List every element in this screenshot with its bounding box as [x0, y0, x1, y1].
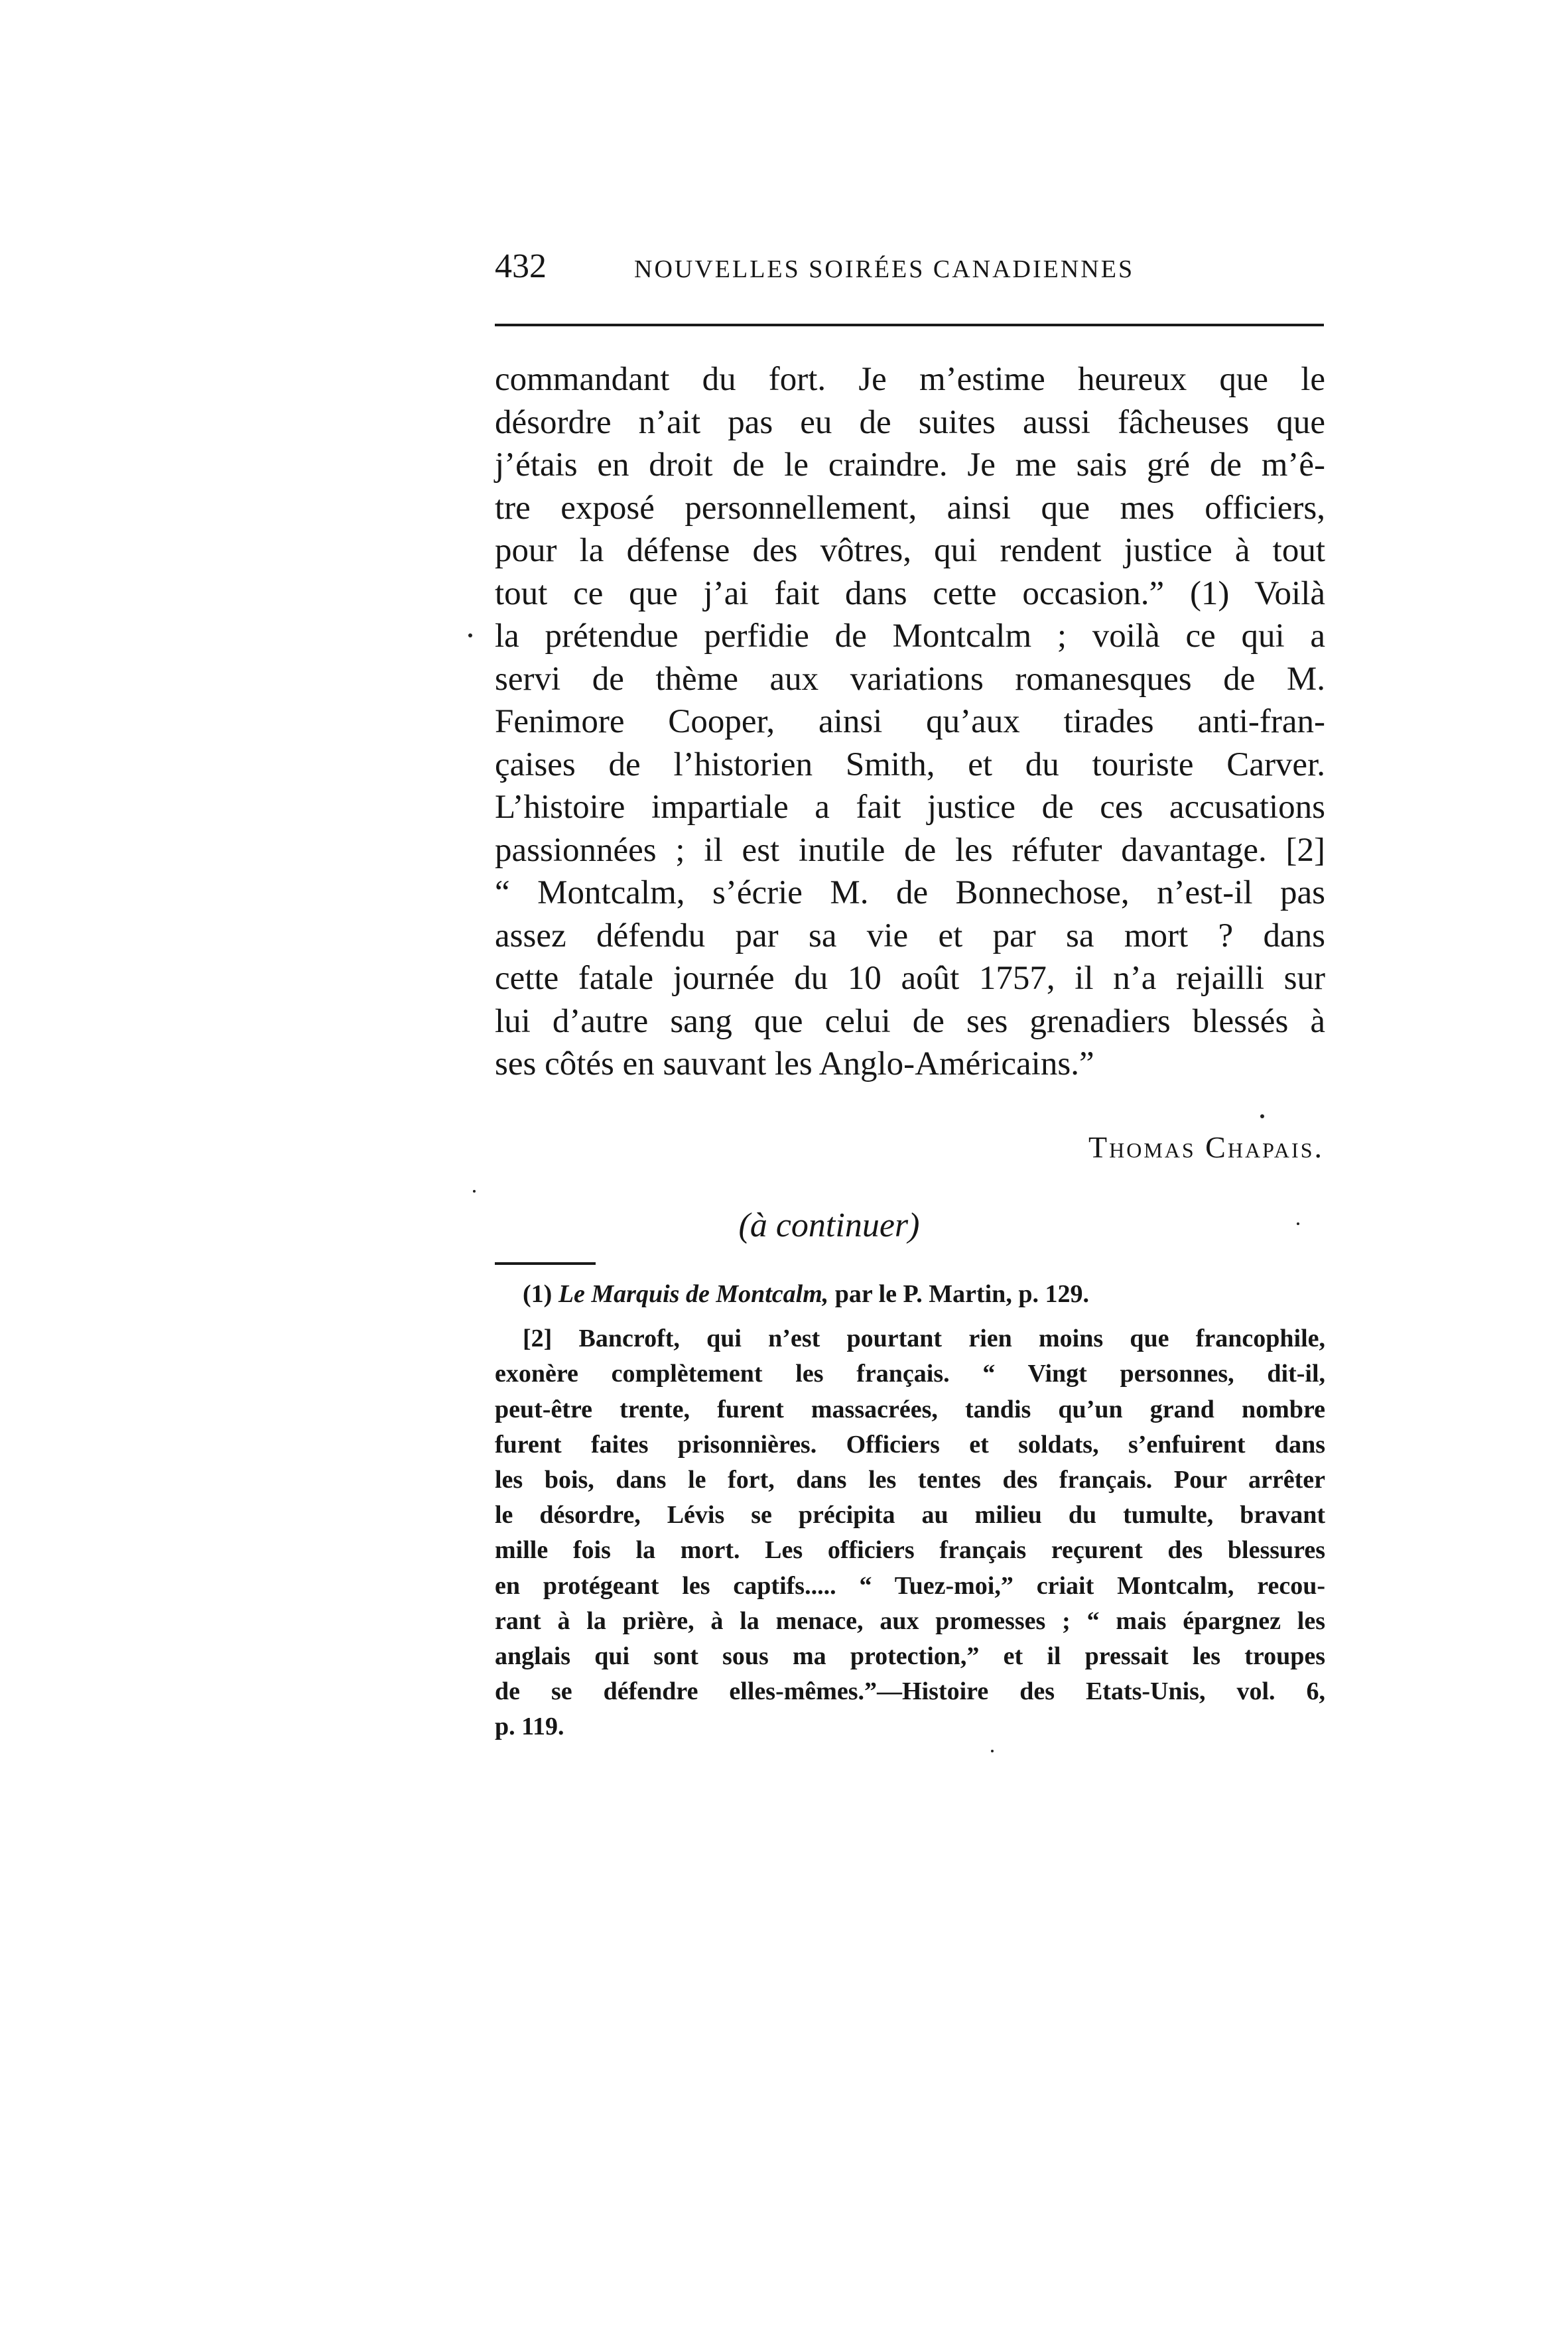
footnote-2-line: p. 119. [495, 1713, 564, 1741]
footnote-2-line: anglais qui sont sous ma protection,” et il pressait les troupes [495, 1642, 1325, 1670]
footnote-2-line: mille fois la mort. Les officiers français reçurent des blessures [495, 1536, 1325, 1565]
print-speck [468, 633, 472, 637]
text-line: ses côtés en sauvant les Anglo-Américains.” [495, 1045, 1094, 1082]
text-line: tre exposé personnellement, ainsi que mes officiers, [495, 489, 1325, 527]
footnote-2-line: [2] Bancroft, qui n’est pourtant rien moins que francophile, [523, 1325, 1325, 1353]
footnote-1-title: Le Marquis de Montcalm, [558, 1280, 829, 1308]
footnote-2-line: furent faites prisonnières. Officiers et soldats, s’enfuirent dans [495, 1430, 1325, 1459]
body-text [495, 358, 1325, 1086]
footnotes [495, 1277, 1325, 1744]
text-line: cette fatale journée du 10 août 1757, il n’a rejailli sur [495, 960, 1325, 997]
print-speck [1260, 1114, 1264, 1118]
footnote-1 [495, 1277, 1325, 1312]
page-number: 432 [495, 247, 547, 285]
running-head-title: NOUVELLES SOIRÉES CANADIENNES [634, 255, 1135, 283]
text-line: L’histoire impartiale a fait justice de ces accusations [495, 789, 1325, 826]
text-line: pour la défense des vôtres, qui rendent justice à tout [495, 532, 1325, 569]
text-line: tout ce que j’ai fait dans cette occasion.” (1) Voilà [495, 574, 1325, 612]
footnote-2-line: les bois, dans le fort, dans les tentes des français. Pour arrêter [495, 1465, 1325, 1494]
text-line: çaises de l’historien Smith, et du touriste Carver. [495, 746, 1325, 783]
footnote-2-line: en protégeant les captifs..... “ Tuez-moi,” criait Montcalm, recou- [495, 1571, 1325, 1600]
running-head [495, 247, 1324, 287]
footnote-rule [495, 1262, 596, 1265]
print-speck [1297, 1222, 1299, 1225]
text-line: passionnées ; il est inutile de les réfuter davantage. [2] [495, 831, 1325, 869]
footnote-2-line: rant à la prière, à la menace, aux promesses ; “ mais épargnez les [495, 1606, 1325, 1635]
text-line: j’étais en droit de le craindre. Je me sais gré de m’ê- [495, 446, 1325, 484]
footnote-1-rest: par le P. Martin, p. 129. [834, 1280, 1089, 1308]
footnote-2-line: de se défendre elles-mêmes.”—Histoire des Etats-Unis, vol. 6, [495, 1677, 1325, 1706]
to-be-continued: (à continuer) [738, 1207, 920, 1244]
print-speck [991, 1750, 994, 1752]
text-line: servi de thème aux variations romanesques de M. [495, 660, 1325, 698]
print-speck [473, 1190, 476, 1193]
text-line: assez défendu par sa vie et par sa mort ? dans [495, 917, 1325, 954]
text-line: commandant du fort. Je m’estime heureux que le [495, 361, 1325, 398]
footnote-2-line: peut-être trente, furent massacrées, tandis qu’un grand nombre [495, 1395, 1325, 1423]
footnote-1-marker: (1) [523, 1280, 553, 1308]
text-line: “ Montcalm, s’écrie M. de Bonnechose, n’est-il pas [495, 874, 1325, 911]
text-line: lui d’autre sang que celui de ses grenadiers blessés à [495, 1002, 1325, 1040]
footnote-2-line: le désordre, Lévis se précipita au milieu du tumulte, bravant [495, 1501, 1325, 1530]
text-line: la prétendue perfidie de Montcalm ; voilà ce qui a [495, 618, 1325, 655]
header-rule [495, 324, 1324, 326]
footnote-2-line: exonère complètement les français. “ Vingt personnes, dit-il, [495, 1360, 1325, 1388]
author-signature: Thomas Chapais. [1088, 1130, 1324, 1164]
text-line: désordre n’ait pas eu de suites aussi fâcheuses que [495, 403, 1325, 441]
text-line: Fenimore Cooper, ainsi qu’aux tirades anti-fran- [495, 703, 1325, 740]
